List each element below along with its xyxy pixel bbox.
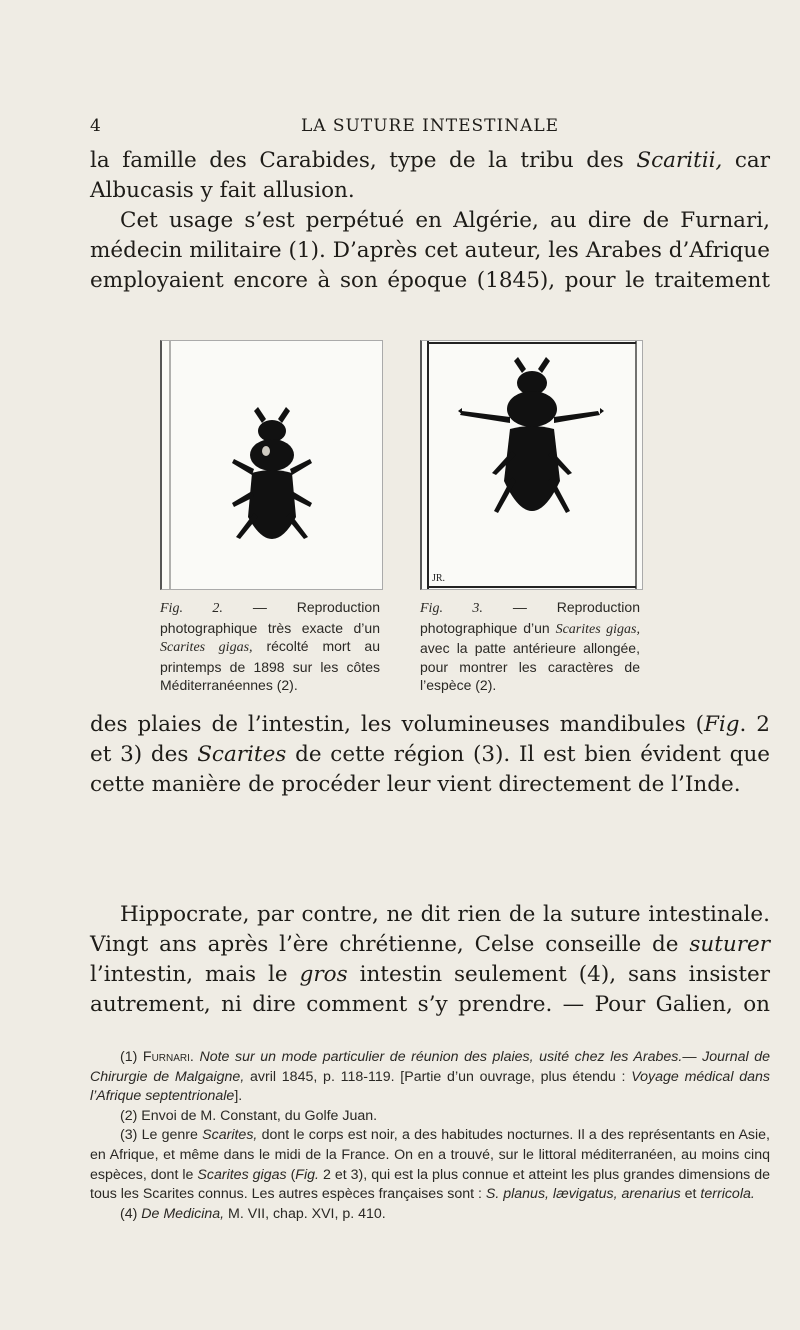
paragraph-line: des plaies de l’intestin, les volumineuses mandibules (Fig. 2 [90,712,770,737]
figure-3-caption: Fig. 3. — Reproduction photographique d’un Scarites gigas, avec la patte antérieure allongée, pour montrer les caractères de l’espèce (2). [420,599,640,693]
footnotes [90,1048,770,1224]
page-header [90,116,770,140]
beetle-image [422,341,642,589]
paragraph-line: Hippocrate, par contre, ne dit rien de la suture intestinale. [120,902,770,927]
figure-3 [420,340,640,695]
footnote-3: (3) Le genre Scarites, dont le corps est noir, a des habitudes nocturnes. Il a des représentants en Asie, en Afrique, et même dans le midi de la France. On en a trouvé, sur le littoral méditerranéen, au moins cinq espèces, dont le Scarites gigas (Fig. 2 et 3), qui est la plus connue et atteint les plus grandes dimensions de tous les Scarites connus. Les autres espèces françaises sont : S. planus, lævigatus, arenarius et terricola. [90,1127,771,1203]
paragraph-line: employaient encore à son époque (1845), pour le traitement [90,268,770,293]
footnote-2: (2) Envoi de M. Constant, du Golfe Juan. [120,1107,378,1124]
figure-2-caption: Fig. 2. — Reproduction photographique très exacte d’un Scarites gigas, récolté mort au printemps de 1898 sur les côtes Méditerranéennes (2). [160,599,380,693]
paragraph-line: autrement, ni dire comment s’y prendre. — Pour Galien, on [90,992,770,1017]
paragraph-line: et 3) des Scarites de cette région (3). Il est bien évident que [90,742,771,767]
paragraph-line: médecin militaire (1). D’après cet auteur, les Arabes d’Afrique [90,238,770,263]
beetle-photo [420,340,643,590]
paragraph-line: l’intestin, mais le gros intestin seulement (4), sans insister [90,962,770,987]
page-number: 4 [90,116,101,136]
beetle-image [162,341,382,589]
paragraph-line: Cet usage s’est perpétué en Algérie, au dire de Furnari, [120,208,770,233]
paragraph-line: Vingt ans après l’ère chrétienne, Celse conseille de suturer [90,932,770,957]
running-head: LA SUTURE INTESTINALE [300,116,560,136]
paragraph-line: la famille des Carabides, type de la tribu des Scaritii, car [90,148,770,173]
footnote-4: (4) De Medicina, M. VII, chap. XVI, p. 410. [120,1205,386,1222]
figure-2 [160,340,380,695]
paragraph-line: Albucasis y fait allusion. [90,178,355,203]
photo-corner-mark: JR. [432,573,446,584]
paragraph-line: cette manière de procéder leur vient directement de l’Inde. [90,772,741,797]
beetle-photo [160,340,383,590]
footnote-1: (1) Furnari. Note sur un mode particulier de réunion des plaies, usité chez les Arabes.— Journal de Chirurgie de Malgaigne, avril 1845, p. 118-119. [Partie d’un ouvrage, plus étendu : Voyage médical dans l’Afrique septentrionale]. [90,1049,770,1105]
